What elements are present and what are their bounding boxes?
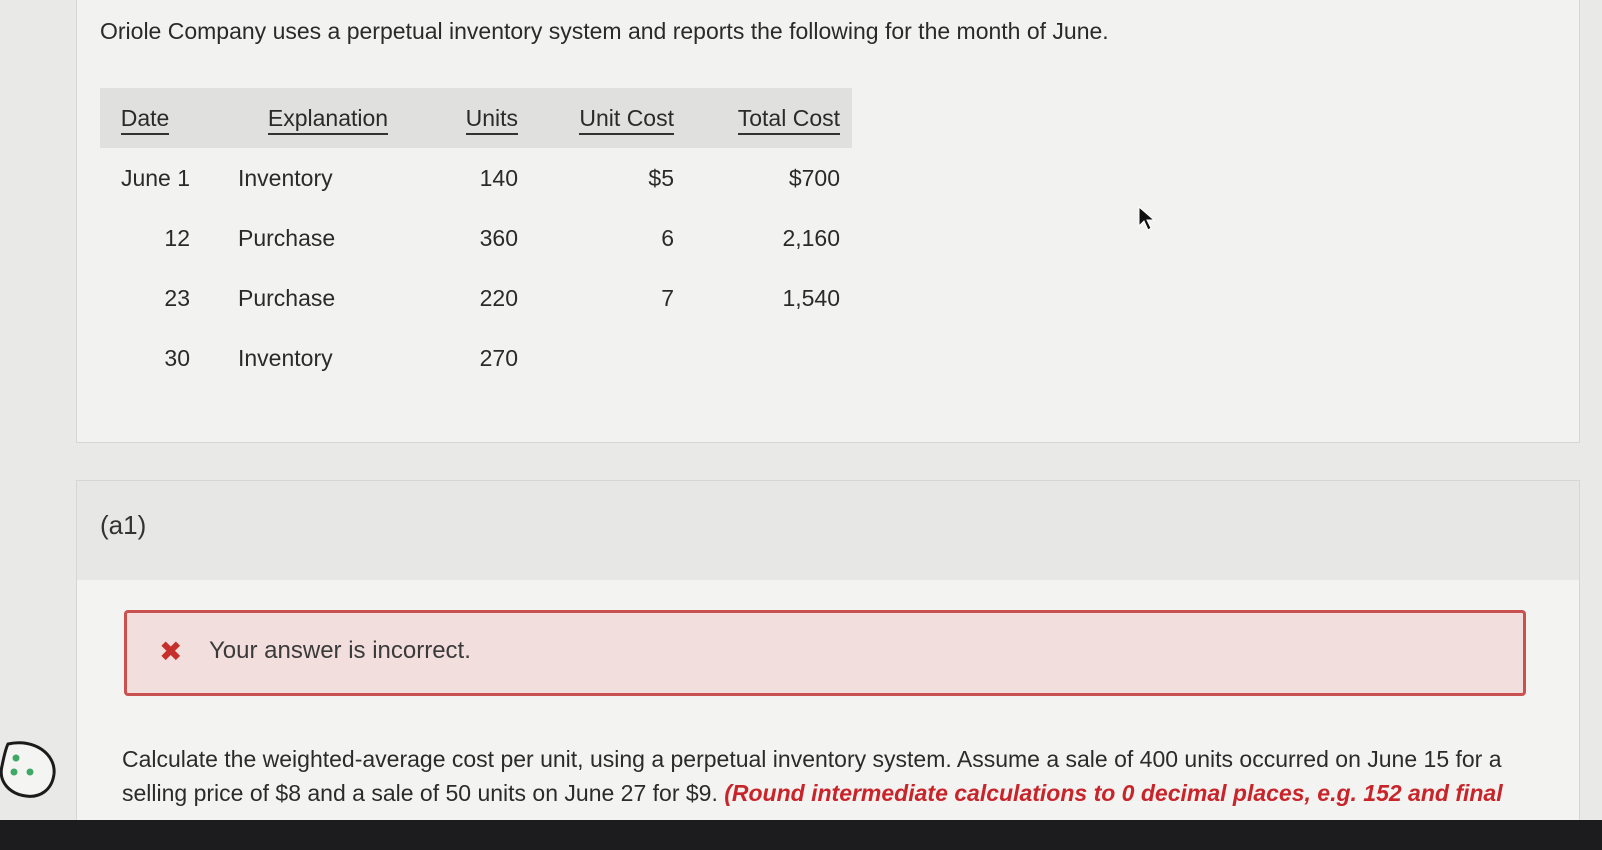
header-units: Units [418, 88, 524, 148]
cell-unit-cost: 7 [661, 284, 674, 311]
table-row [100, 208, 852, 268]
table-row [100, 268, 852, 328]
incorrect-answer-alert [124, 610, 1526, 696]
header-total-cost: Total Cost [680, 88, 852, 148]
cell-total-cost: $700 [788, 164, 840, 191]
table-row [100, 328, 852, 388]
cell-units: 270 [479, 344, 518, 371]
inventory-table [100, 88, 852, 388]
screen-bottom-bezel [0, 820, 1602, 850]
mouse-cursor-icon [1138, 206, 1156, 232]
header-date: Date [100, 88, 204, 148]
cell-units: 360 [479, 224, 518, 251]
header-unit-cost: Unit Cost [524, 88, 680, 148]
cell-units: 140 [479, 164, 518, 191]
table-header-row [100, 88, 852, 148]
cell-date: June 1 [120, 164, 190, 191]
problem-intro: Oriole Company uses a perpetual inventory system and reports the following for the month of June. [100, 18, 1109, 44]
cell-explanation: Purchase [238, 284, 336, 311]
cell-date: 12 [164, 224, 190, 251]
cell-unit-cost: $5 [648, 164, 674, 191]
cell-unit-cost: 6 [661, 224, 674, 251]
question-text [122, 742, 1542, 810]
cell-units: 220 [479, 284, 518, 311]
section-label: (a1) [100, 510, 147, 540]
error-x-icon: ✖ [159, 636, 183, 667]
cell-date: 30 [164, 344, 190, 371]
palette-icon[interactable] [0, 738, 58, 802]
header-explanation: Explanation [204, 88, 418, 148]
cell-total-cost: 2,160 [782, 224, 840, 251]
question-body: Calculate the weighted-average cost per unit, using a perpetual inventory system. Assume a sale of 400 units occurred on June 15 for a selling price of $8 and a sale of 50 units on June 27 for $9. [122, 746, 1502, 806]
cell-date: 23 [164, 284, 190, 311]
cell-explanation: Inventory [238, 164, 333, 191]
table-row [100, 148, 852, 208]
cell-unit-cost [524, 328, 680, 388]
rounding-instruction: (Round intermediate calculations to 0 decimal places, e.g. 152 and final [724, 780, 1503, 806]
cell-total-cost [680, 328, 852, 388]
cell-explanation: Inventory [238, 344, 333, 371]
cell-total-cost: 1,540 [782, 284, 840, 311]
section-header-panel [76, 480, 1580, 582]
cell-explanation: Purchase [238, 224, 336, 251]
alert-message: Your answer is incorrect. [209, 637, 471, 664]
